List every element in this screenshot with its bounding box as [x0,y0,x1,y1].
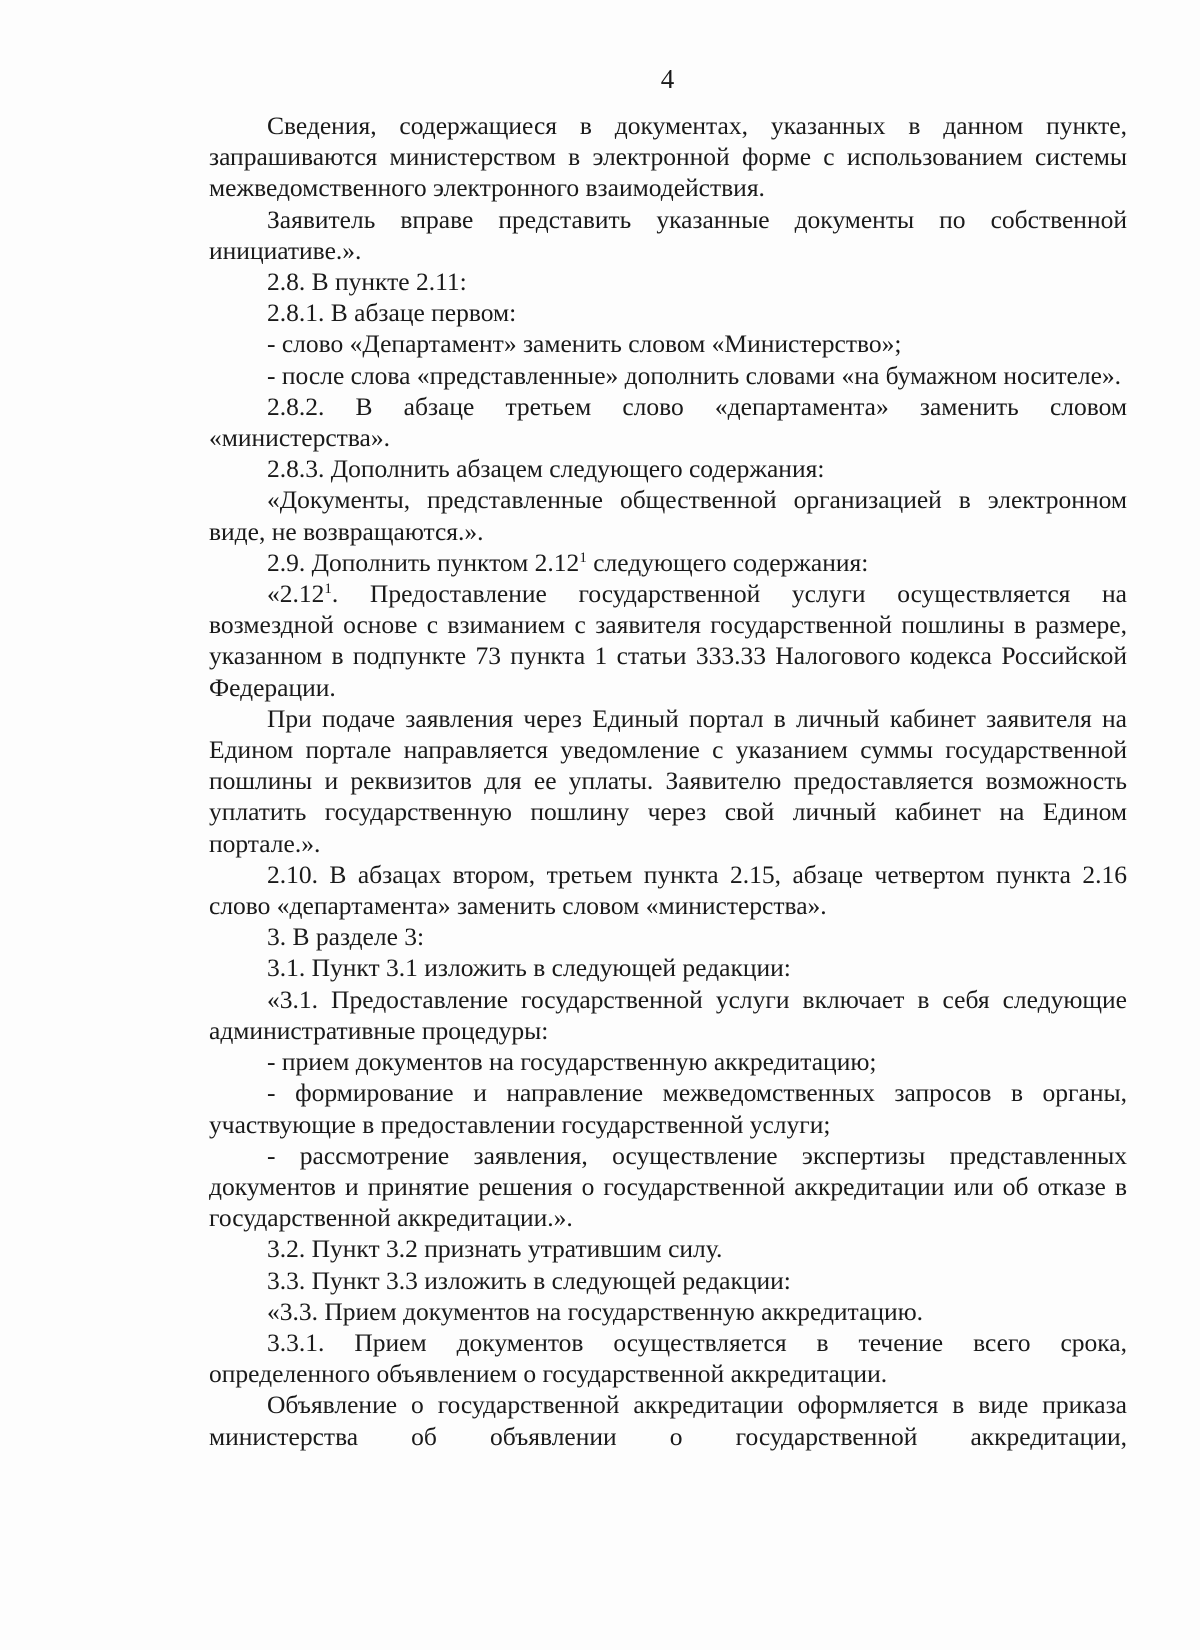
paragraph-procedure-2: - формирование и направление межведомственных запросов в органы, участвующие в предоставлении государственной услуги; [209,1078,1127,1139]
paragraph-procedure-1: - прием документов на государственную аккредитацию; [267,1047,877,1077]
paragraph-applicant-right: Заявитель вправе представить указанные документы по собственной инициативе.». [209,204,1127,265]
paragraph-2-9-text-before: 2.9. Дополнить пунктом 2.12 [267,547,580,577]
paragraph-3-3-1: 3.3.1. Прием документов осуществляется в течение всего срока, определенного объявлением о государственной аккредитации. [209,1327,1127,1389]
paragraph-procedure-3: - рассмотрение заявления, осуществление экспертизы представленных документов и принятие решения о государственной аккредитации или об отказе в государственной аккредитации.». [209,1140,1127,1233]
paragraph-2-10: 2.10. В абзацах втором, третьем пункта 2.15, абзаце четвертом пункта 2.16 слово «департамента» заменить словом «министерства». [209,859,1127,921]
paragraph-3-2: 3.2. Пункт 3.2 признать утратившим силу. [267,1234,723,1264]
paragraph-2-12-1-text-before: «2.12 [267,579,325,609]
paragraph-3-3: 3.3. Пункт 3.3 изложить в следующей редакции: [267,1265,791,1295]
paragraph-2-9 [209,547,1127,578]
paragraph-2-9-text-after: следующего содержания: [586,547,869,577]
paragraph-3-3-text: «3.3. Прием документов на государственную аккредитацию. [267,1296,924,1326]
paragraph-paper-medium: - после слова «представленные» дополнить словами «на бумажном носителе». [267,360,1122,390]
paragraph-replace-department: - слово «Департамент» заменить словом «Министерство»; [267,329,902,359]
page-number: 4 [660,64,675,94]
paragraph-documents-not-returned: «Документы, представленные общественной организацией в электронном виде, не возвращаются.». [209,485,1127,546]
paragraph-2-12-1-text-after: . Предоставление государственной услуги осуществляется на возмездной основе с взиманием с заявителя государственной пошлины в размере, указанном в подпункте 73 пункта 1 статьи 333.33 Налогового кодекса Российской Федерации. [209,579,1127,702]
paragraph-2-8-3: 2.8.3. Дополнить абзацем следующего содержания: [267,454,825,484]
paragraph-announcement: Объявление о государственной аккредитации оформляется в виде приказа министерства об объявлении о государственной аккредитации, [209,1390,1127,1451]
paragraph-section-3: 3. В разделе 3: [267,922,425,952]
paragraph-2-12-1 [209,578,1127,703]
superscript-1: 1 [324,581,332,598]
paragraph-2-8: 2.8. В пункте 2.11: [267,267,467,297]
paragraph-3-1-text: «3.1. Предоставление государственной услуги включает в себя следующие административные процедуры: [209,984,1127,1045]
paragraph-intro-info: Сведения, содержащиеся в документах, указанных в данном пункте, запрашиваются министерством в электронной форме с использованием системы межведомственного электронного взаимодействия. [209,111,1127,203]
paragraph-3-1: 3.1. Пункт 3.1 изложить в следующей редакции: [267,953,791,983]
paragraph-2-8-2: 2.8.2. В абзаце третьем слово «департамента» заменить словом «министерства». [209,391,1127,453]
document-body [209,110,1127,1452]
paragraph-2-8-1: 2.8.1. В абзаце первом: [267,298,517,328]
superscript-1: 1 [579,549,587,566]
paragraph-single-portal: При подаче заявления через Единый портал в личный кабинет заявителя на Едином портале направляется уведомление с указанием суммы государственной пошлины и реквизитов для ее уплаты. Заявителю предоставляется возможность уплатить государственную пошлину через свой личный кабинет на Едином портале.». [209,703,1127,858]
